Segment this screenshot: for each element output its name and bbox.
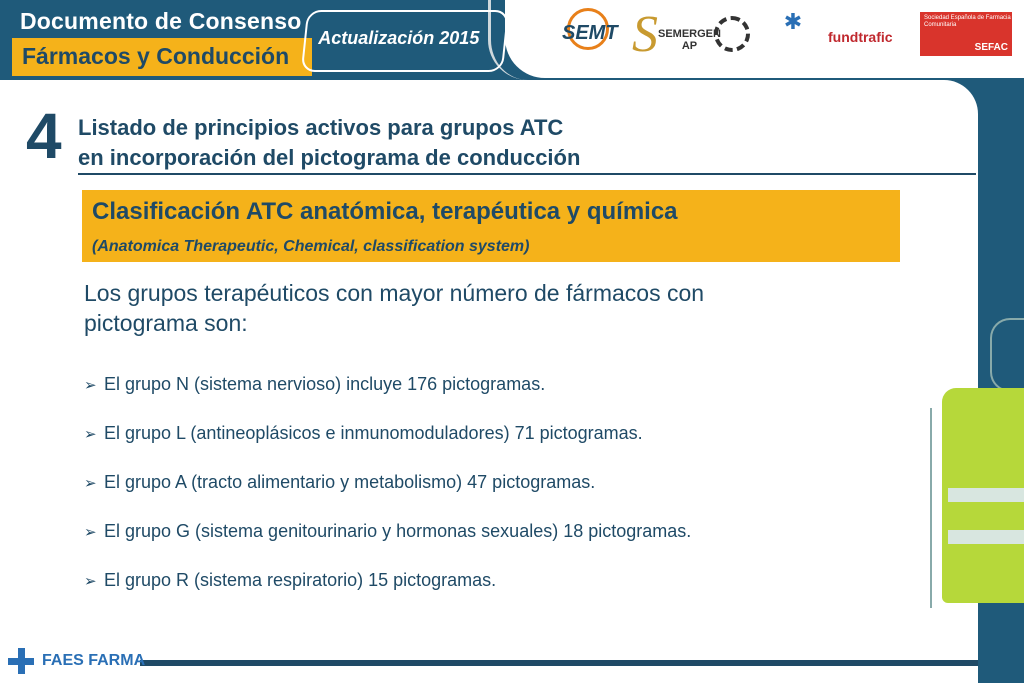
atc-banner (82, 190, 900, 262)
arrow-bullet-icon: ➢ (84, 376, 97, 394)
faes-farma-text: FAES FARMA (42, 652, 146, 669)
atc-subtitle: (Anatomica Therapeutic, Chemical, classification system) (92, 238, 530, 255)
section-title-line1: Listado de principios activos para grupos ATC (78, 115, 564, 140)
list-item (84, 556, 904, 605)
semergen-logo (632, 6, 721, 66)
section-divider (78, 173, 976, 175)
sefac-logo (920, 12, 1012, 56)
semergen-s-icon: S (632, 6, 658, 63)
document-title: Documento de Consenso (20, 8, 302, 34)
sefac-acronym: SEFAC (974, 42, 1008, 53)
emergency-society-logo (768, 10, 818, 66)
arrow-bullet-icon: ➢ (84, 523, 97, 541)
atc-title: Clasificación ATC anatómica, terapéutica y química (92, 198, 678, 225)
intro-text: Los grupos terapéuticos con mayor número de fármacos con pictograma son: (84, 280, 705, 336)
faes-cross-icon (8, 648, 34, 674)
list-item (84, 360, 904, 409)
semt-logo-text: SEMT (562, 22, 618, 44)
section-number: 4 (26, 100, 62, 172)
arrow-bullet-icon: ➢ (84, 474, 97, 492)
list-item-text: El grupo A (tracto alimentario y metabolismo) 47 pictogramas. (104, 472, 596, 492)
document-subtitle: Fármacos y Conducción (22, 43, 290, 69)
section-title-line2: en incorporación del pictograma de conducción (78, 145, 581, 170)
reflective-band (948, 530, 1024, 544)
list-item (84, 507, 904, 556)
group-list (84, 360, 904, 605)
list-item (84, 409, 904, 458)
faes-farma-logo (8, 646, 145, 676)
sefac-full-name: Sociedad Española de Farmacia Comunitaria (924, 15, 1011, 29)
list-item-text: El grupo G (sistema genitourinario y hormonas sexuales) 18 pictogramas. (104, 521, 692, 541)
header-bar (0, 0, 1024, 80)
section-title (78, 113, 768, 173)
list-item (84, 458, 904, 507)
fundtrafic-logo: fundtrafic (828, 29, 893, 45)
footer-divider (140, 660, 978, 666)
document-subtitle-box (12, 38, 312, 76)
list-item-text: El grupo R (sistema respiratorio) 15 pictogramas. (104, 570, 497, 590)
reflective-band (948, 488, 1024, 502)
list-item-text: El grupo N (sistema nervioso) incluye 176 pictogramas. (104, 374, 546, 394)
gear-seal-icon (714, 16, 750, 52)
update-badge (301, 10, 510, 72)
semergen-logo-text: SEMERGEN AP (658, 28, 721, 53)
worker-head-icon (990, 318, 1024, 392)
arrow-bullet-icon: ➢ (84, 572, 97, 590)
update-label: Actualización 2015 (318, 28, 480, 48)
list-item-text: El grupo L (antineoplásicos e inmunomoduladores) 71 pictogramas. (104, 423, 643, 443)
semt-logo (556, 8, 620, 52)
worker-illustration (930, 318, 1024, 608)
star-of-life-icon: ✱ (783, 9, 803, 34)
arrow-bullet-icon: ➢ (84, 425, 97, 443)
